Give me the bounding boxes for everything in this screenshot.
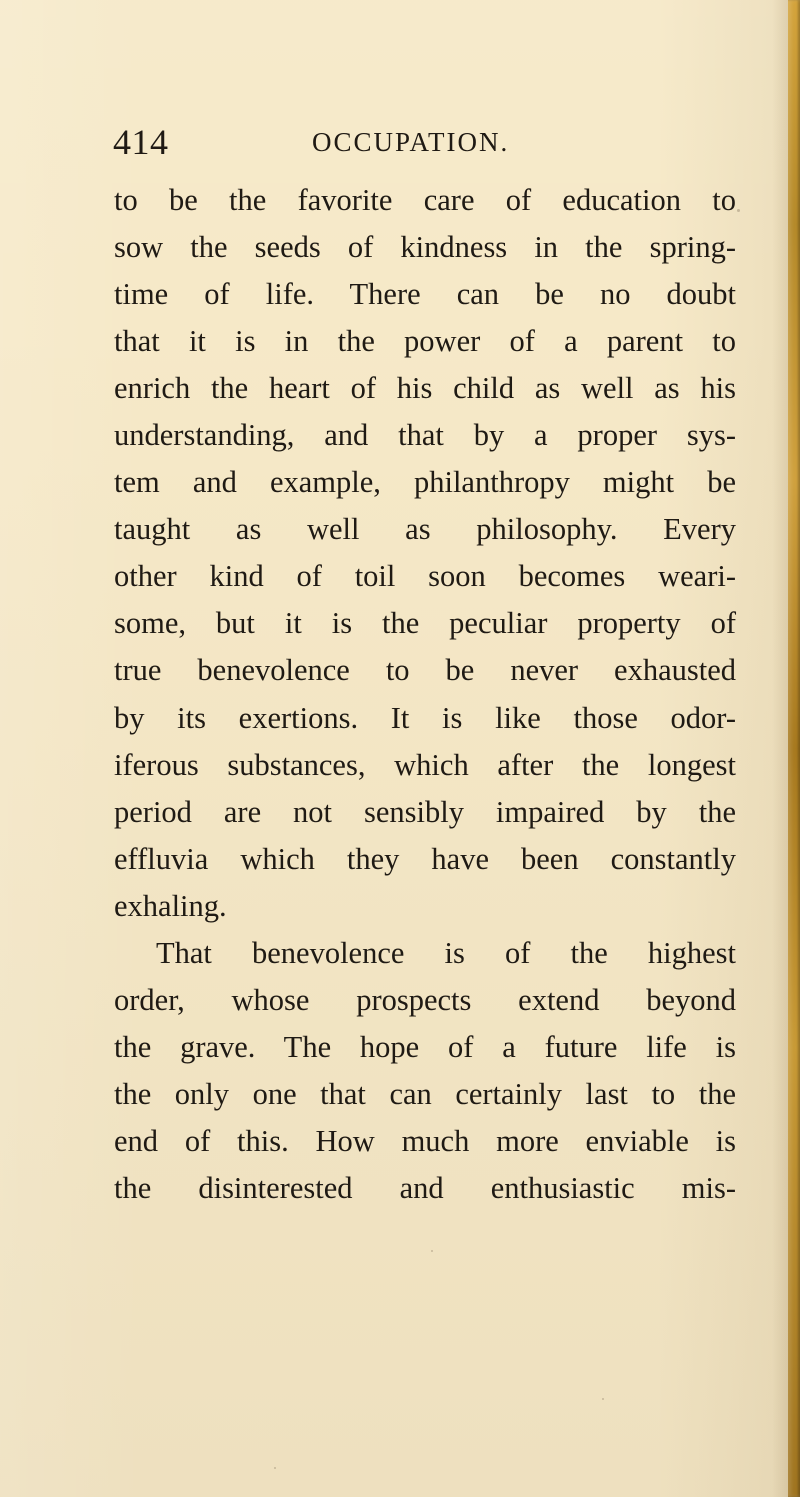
text-line: That benevolence is of the highest — [156, 935, 736, 970]
text-line: exhaling. — [114, 888, 227, 923]
text-line: tem and example, philanthropy might be — [114, 465, 736, 500]
paper-speck — [602, 1398, 604, 1400]
text-line: the disinterested and enthusiastic mis- — [114, 1170, 736, 1205]
text-line: effluvia which they have been constantly — [114, 841, 736, 876]
text-line: the grave. The hope of a future life is — [114, 1029, 736, 1064]
text-line: sow the seeds of kindness in the spring- — [114, 230, 736, 265]
text-line: enrich the heart of his child as well as his — [114, 371, 736, 406]
text-line: iferous substances, which after the longest — [114, 747, 736, 782]
text-line: by its exertions. It is like those odor- — [114, 700, 736, 735]
page-edge-shadow — [772, 0, 788, 1497]
text-line: that it is in the power of a parent to — [114, 324, 736, 359]
paper-speck — [431, 1250, 433, 1252]
running-title: OCCUPATION. — [312, 127, 510, 157]
text-line: to be the favorite care of education to — [114, 183, 736, 217]
text-line: taught as well as philosophy. Every — [114, 512, 736, 547]
paper-speck — [274, 1467, 276, 1469]
page-header — [113, 122, 513, 162]
text-line: time of life. There can be no doubt — [114, 277, 736, 312]
text-line: some, but it is the peculiar property of — [114, 606, 736, 641]
paper-speck — [737, 209, 740, 212]
text-line: true benevolence to be never exhausted — [114, 653, 736, 688]
text-line: other kind of toil soon becomes weari- — [114, 559, 736, 594]
page-number: 414 — [113, 122, 169, 162]
gilt-page-edge — [788, 0, 800, 1497]
text-line: the only one that can certainly last to the — [114, 1076, 736, 1111]
text-line: end of this. How much more enviable is — [114, 1123, 736, 1158]
body-text — [114, 177, 736, 1212]
text-line: period are not sensibly impaired by the — [114, 794, 736, 829]
text-line: understanding, and that by a proper sys- — [114, 418, 736, 453]
text-line: order, whose prospects extend beyond — [114, 982, 736, 1017]
